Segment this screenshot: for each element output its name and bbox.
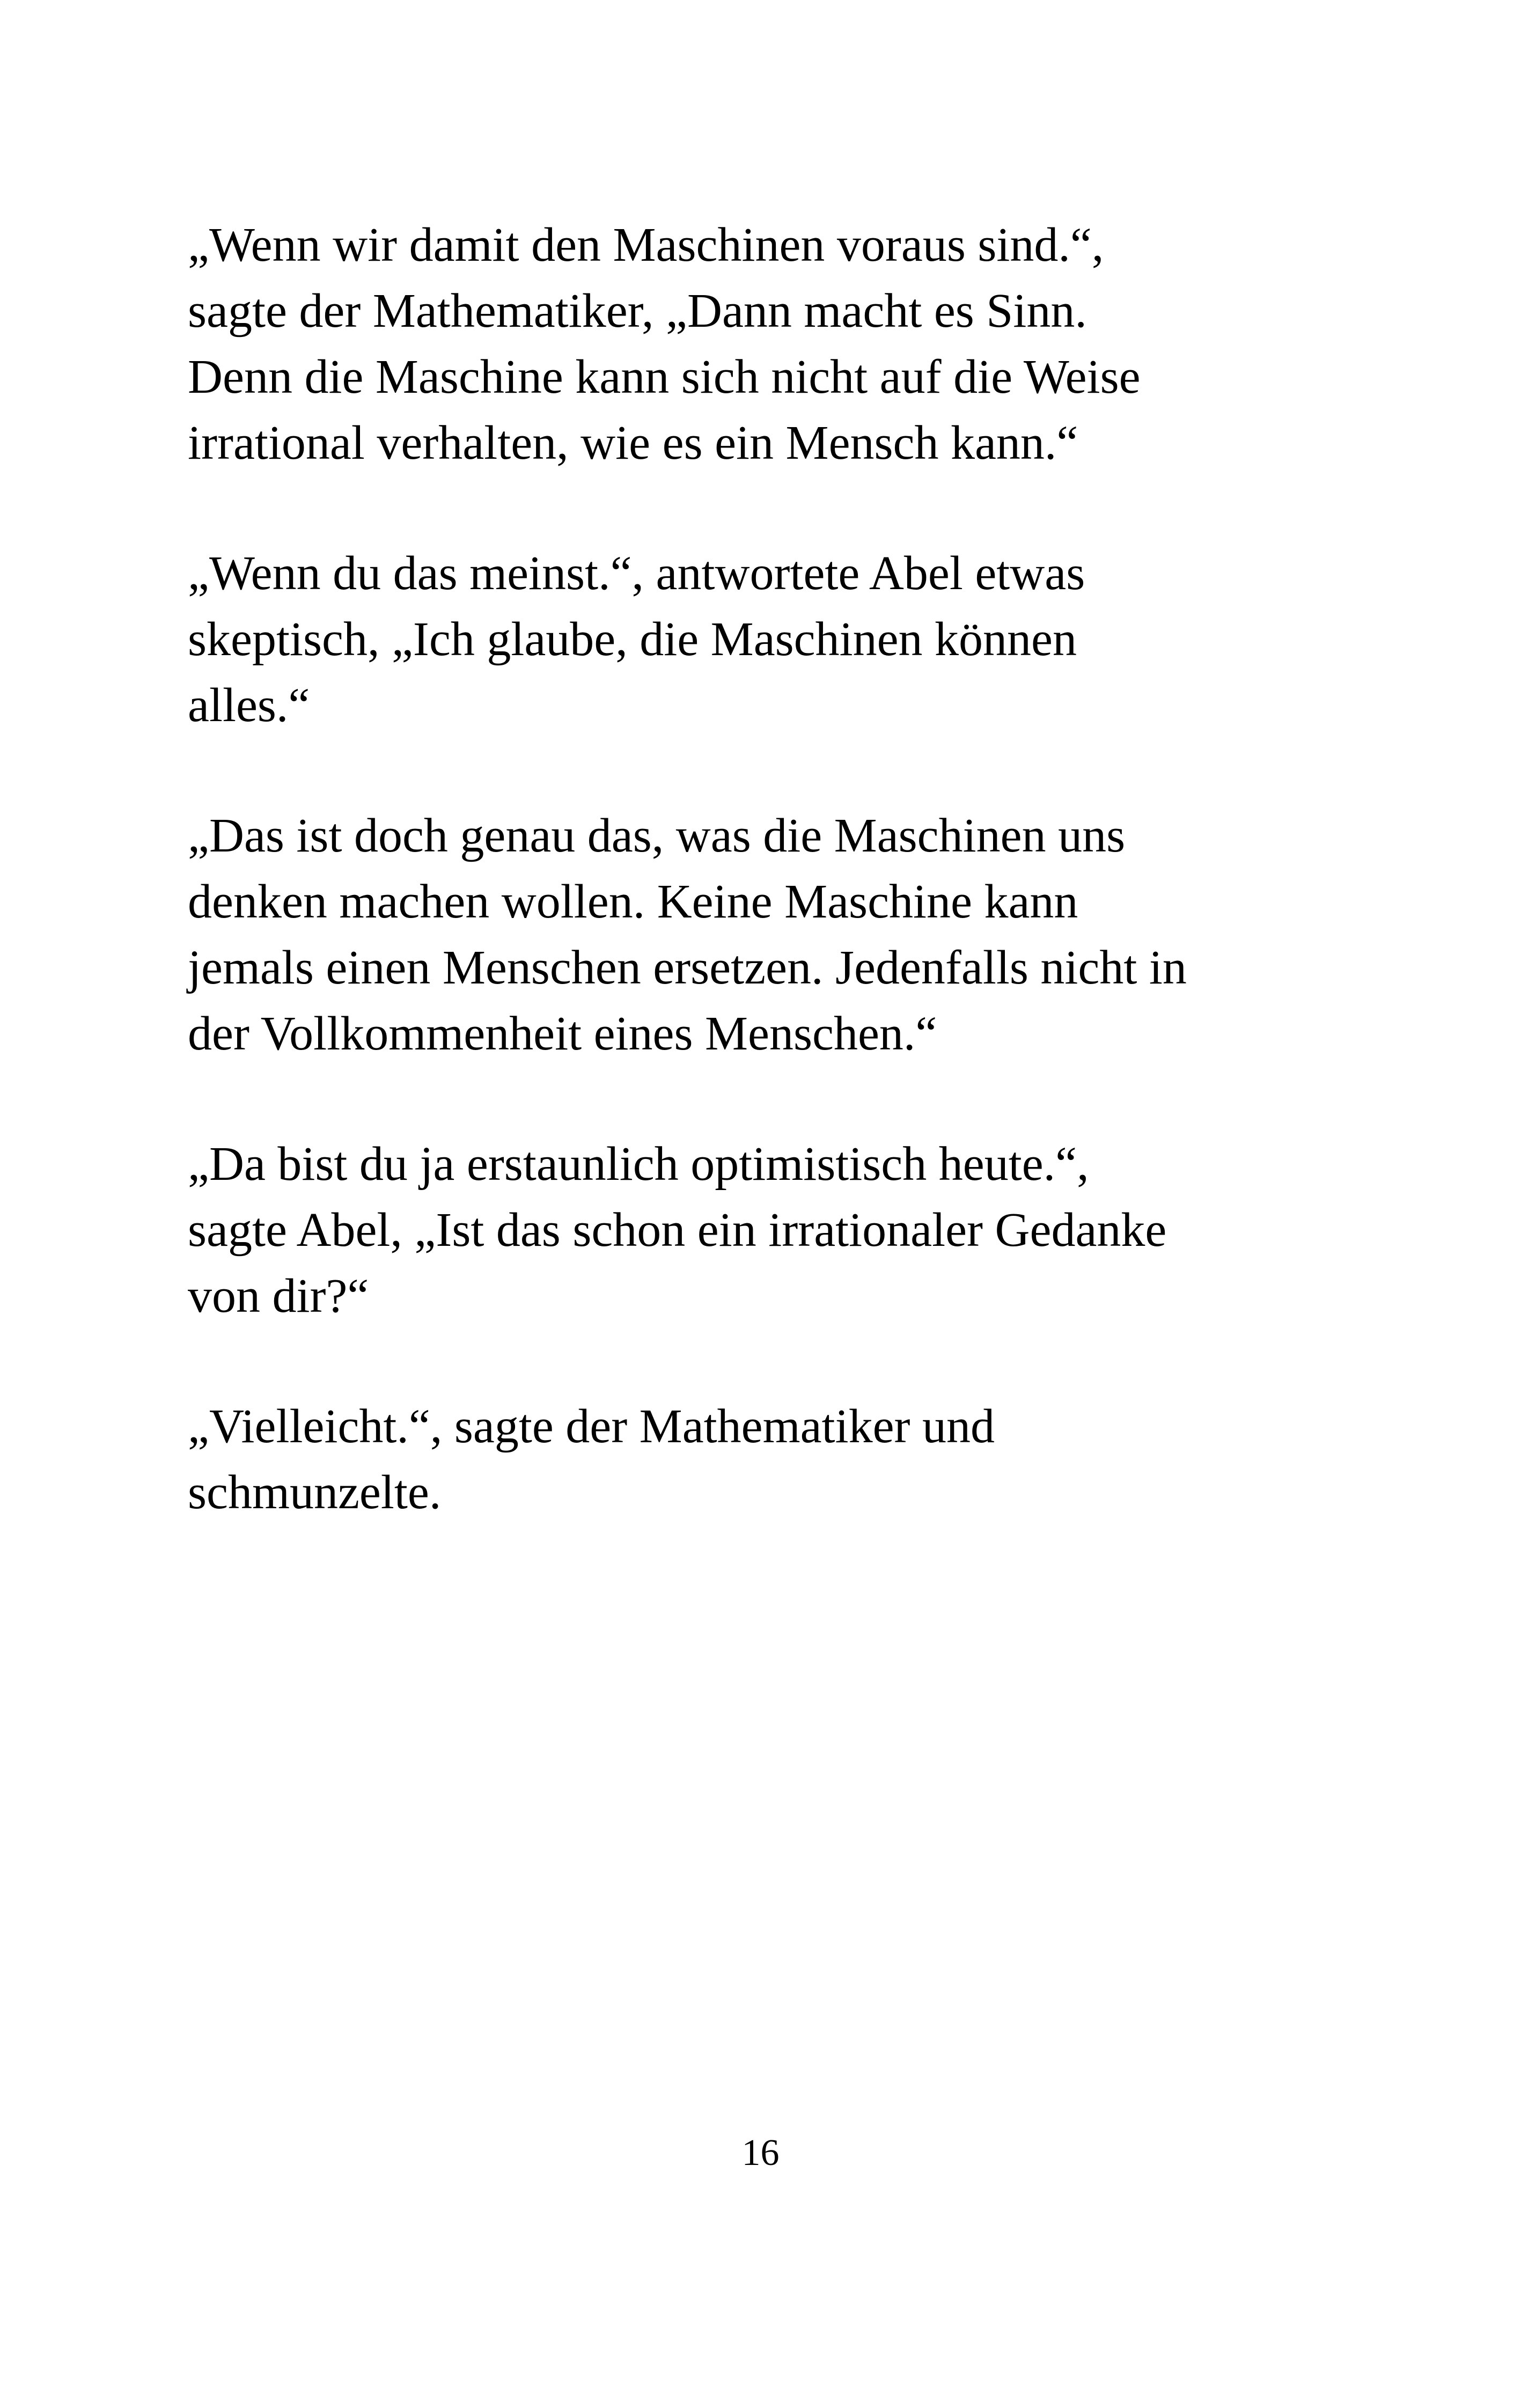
text-line: „Da bist du ja erstaunlich optimistisch heute.“, <box>188 1137 1089 1191</box>
text-line: alles.“ <box>188 679 310 732</box>
paragraph-2 <box>188 540 1331 738</box>
text-line: schmunzelte. <box>188 1466 442 1519</box>
paragraph-5 <box>188 1393 1331 1525</box>
text-line: „Vielleicht.“, sagte der Mathematiker und <box>188 1400 995 1453</box>
body-text <box>188 212 1331 1590</box>
paragraph-3 <box>188 803 1331 1067</box>
text-line: sagte Abel, „Ist das schon ein irrationaler Gedanke <box>188 1203 1167 1257</box>
text-line: sagte der Mathematiker, „Dann macht es Sinn. <box>188 284 1087 337</box>
text-line: der Vollkommenheit eines Menschen.“ <box>188 1007 937 1060</box>
text-line: von dir?“ <box>188 1269 369 1323</box>
paragraph-4 <box>188 1131 1331 1329</box>
text-line: denken machen wollen. Keine Maschine kann <box>188 875 1078 928</box>
page-number: 16 <box>741 2132 780 2174</box>
text-line: skeptisch, „Ich glaube, die Maschinen können <box>188 613 1077 666</box>
text-line: „Das ist doch genau das, was die Maschinen uns <box>188 809 1126 862</box>
text-line: jemals einen Menschen ersetzen. Jedenfalls nicht in <box>188 941 1187 994</box>
text-line: Denn die Maschine kann sich nicht auf die Weise <box>188 350 1141 403</box>
paragraph-1 <box>188 212 1331 476</box>
text-line: „Wenn wir damit den Maschinen voraus sind.“, <box>188 218 1104 271</box>
text-line: irrational verhalten, wie es ein Mensch kann.“ <box>188 416 1078 469</box>
text-line: „Wenn du das meinst.“, antwortete Abel etwas <box>188 547 1085 600</box>
